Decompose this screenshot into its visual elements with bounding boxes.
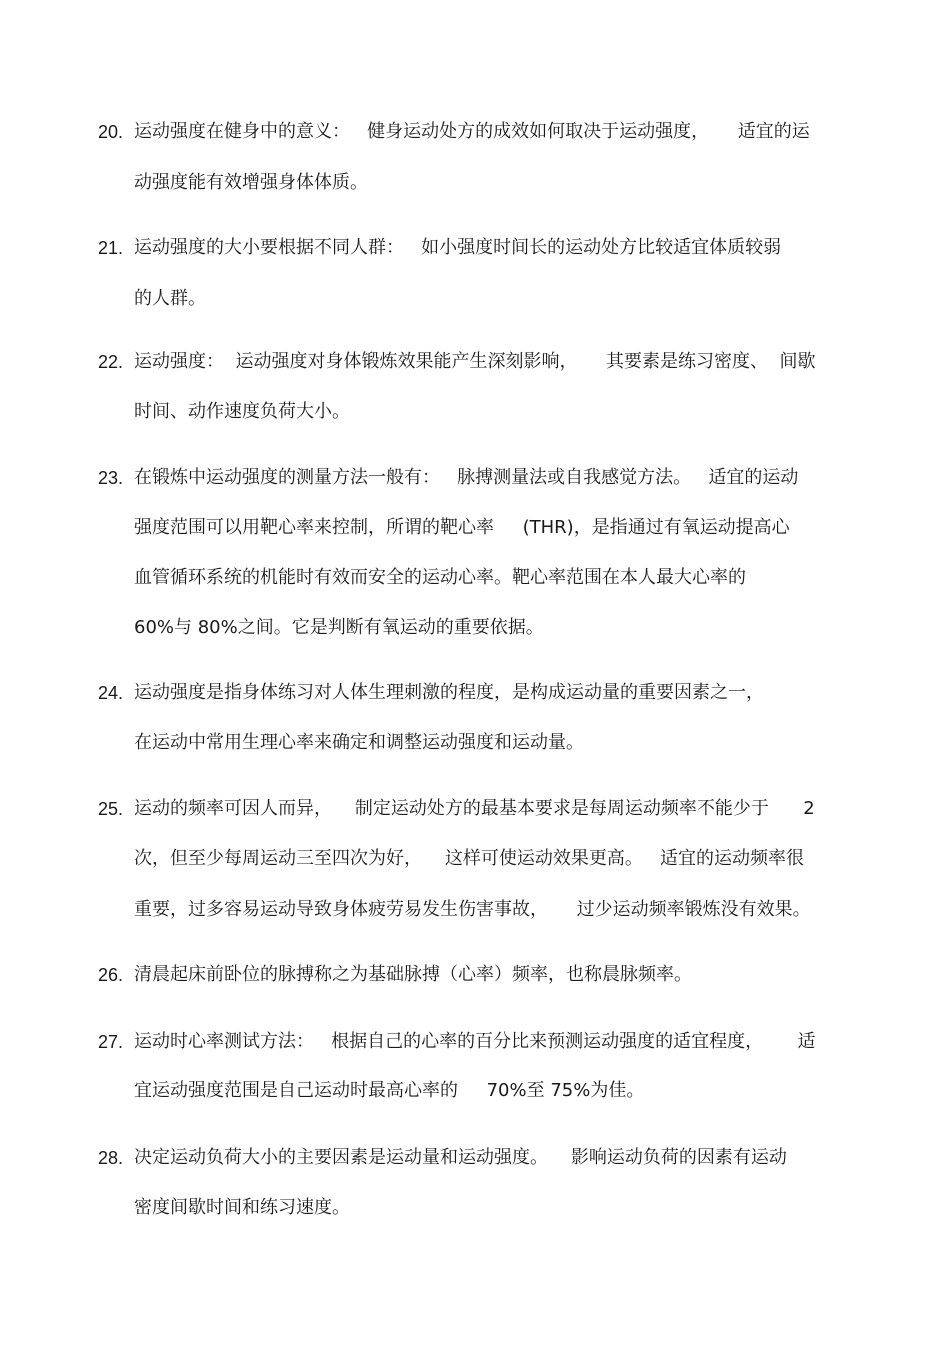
item-number: 22. [98,352,124,372]
item-number: 26. [98,965,124,985]
item-text-line: 强度范围可以用靶心率来控制，所谓的靶心率 (THR)，是指通过有氧运动提高心 [134,517,790,538]
item-text-line: 在运动中常用生理心率来确定和调整运动强度和运动量。 [134,732,584,753]
item-text-line: 决定运动负荷大小的主要因素是运动量和运动强度。 影响运动负荷的因素有运动 [134,1147,787,1168]
item-number: 25. [98,799,124,819]
item-text-line: 运动强度的大小要根据不同人群： 如小强度时间长的运动处方比较适宜体质较弱 [134,237,782,258]
item-number: 21. [98,238,124,258]
item-text-line: 60%与 80%之间。它是判断有氧运动的重要依据。 [134,617,544,638]
item-text-line: 运动强度在健身中的意义： 健身运动处方的成效如何取决于运动强度， 适宜的运 [134,121,810,142]
item-number: 23. [98,468,124,488]
item-text-line: 宜运动强度范围是自己运动时最高心率的 70%至 75%为佳。 [134,1080,645,1101]
item-number: 27. [98,1032,124,1052]
item-text-line: 运动强度： 运动强度对身体锻炼效果能产生深刻影响， 其要素是练习密度、 间歇 [134,351,816,372]
item-text-line: 血管循环系统的机能时有效而安全的运动心率。靶心率范围在本人最大心率的 [134,567,746,588]
item-text-line: 动强度能有效增强身体体质。 [134,172,368,193]
item-text-line: 运动的频率可因人而异， 制定运动处方的最基本要求是每周运动频率不能少于 2 [134,798,815,819]
item-number: 24. [98,683,124,703]
item-text-line: 运动时心率测试方法： 根据自己的心率的百分比来预测运动强度的适宜程度， 适 [134,1031,816,1052]
item-text-line: 的人群。 [134,288,206,309]
item-text-line: 次，但至少每周运动三至四次为好， 这样可使运动效果更高。 适宜的运动频率很 [134,848,805,869]
item-text-line: 密度间歇时间和练习速度。 [134,1197,350,1218]
item-text-line: 时间、动作速度负荷大小。 [134,401,350,422]
item-number: 20. [98,122,124,142]
item-text-line: 在锻炼中运动强度的测量方法一般有： 脉搏测量法或自我感觉方法。 适宜的运动 [134,467,799,488]
item-text-line: 运动强度是指身体练习对人体生理刺激的程度，是构成运动量的重要因素之一， [134,682,764,703]
item-number: 28. [98,1148,124,1168]
item-text-line: 清晨起床前卧位的脉搏称之为基础脉搏（心率）频率，也称晨脉频率。 [134,964,692,985]
item-text-line: 重要，过多容易运动导致身体疲劳易发生伤害事故， 过少运动频率锻炼没有效果。 [134,899,811,920]
